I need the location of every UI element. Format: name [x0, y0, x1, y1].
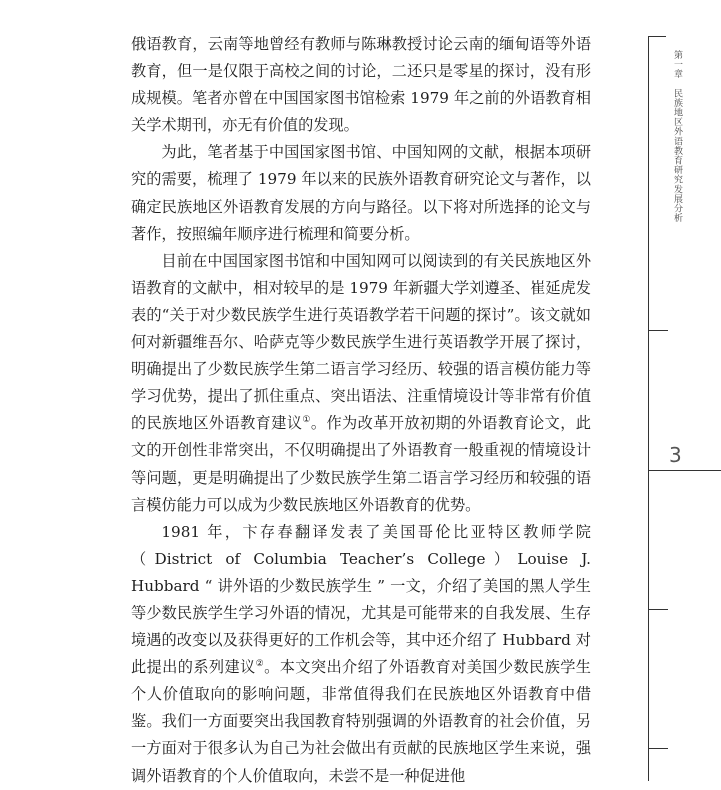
footnote-marker-1[interactable]: ①	[302, 415, 311, 426]
margin-tick	[648, 330, 668, 331]
paragraph-4-part-1: 1981 年，卞存春翻译发表了美国哥伦比亚特区教师学院（District of Columbia Teacher’s College）Louise J. Hubbard “ 讲外语的少数民族学生 ” 一文，介绍了美国的黑人学生等少数民族学生学习外语的情况，尤其是可能带来的自我发展、生存境遇的改变以及获得更好的工作机会等，其中还介绍了 Hubbard 对此提出的系列建议	[131, 522, 591, 677]
running-head: 第一章 民族地区外语教育研究发展分析	[672, 50, 682, 223]
paragraph-3-part-1: 目前在中国国家图书馆和中国知网可以阅读到的有关民族地区外语教育的文献中，相对较早的是 1979 年新疆大学刘遵圣、崔延虎发表的“关于对少数民族学生进行英语教学若干问题的探讨”。该文就如何对新疆维吾尔、哈萨克等少数民族学生进行英语教学开展了探讨，明确提出了少数民族学生第二语言学习经历、较强的语言模仿能力等学习优势，提出了抓住重点、突出语法、注重情境设计等非常有价值的民族地区外语教育建议	[131, 251, 591, 433]
page-number-rule	[648, 470, 721, 471]
margin-tick	[648, 36, 666, 37]
footnote-marker-2[interactable]: ②	[255, 659, 265, 670]
paragraph-4	[131, 519, 591, 790]
paragraph-2: 为此，笔者基于中国国家图书馆、中国知网的文献，根据本项研究的需要，梳理了 1979 年以来的民族外语教育研究论文与著作，以确定民族地区外语教育发展的方向与路径。以下将对所选择的论文与著作，按照编年顺序进行梳理和简要分析。	[131, 143, 591, 243]
paragraph-1: 俄语教育，云南等地曾经有教师与陈琳教授讨论云南的缅甸语等外语教育，但一是仅限于高校之间的讨论，二还只是零星的探讨，没有形成规模。笔者亦曾在中国国家图书馆检索 1979 年之前的外语教育相关学术期刊，亦无有价值的发现。	[131, 35, 591, 135]
page-number: 3	[669, 443, 682, 467]
paragraph-3	[131, 248, 591, 519]
margin-rule	[648, 36, 649, 781]
margin-tick	[648, 748, 668, 749]
paragraph-4-part-2: 。本文突出介绍了外语教育对美国少数民族学生个人价值取向的影响问题，非常值得我们在民族地区外语教育中借鉴。我们一方面要突出我国教育特别强调的外语教育的社会价值，另一方面对于很多认为自己为社会做出有贡献的民族地区学生来说，强调外语教育的个人价值取向，未尝不是一种促进他	[131, 658, 591, 785]
margin-tick	[648, 609, 668, 610]
body-text	[131, 31, 591, 790]
paragraph-3-part-2: 。作为改革开放初期的外语教育论文，此文的开创性非常突出，不仅明确提出了外语教育一般重视的情境设计等问题，更是明确提出了少数民族学生第二语言学习经历和较强的语言模仿能力可以成为少数民族地区外语教育的优势。	[131, 414, 591, 514]
